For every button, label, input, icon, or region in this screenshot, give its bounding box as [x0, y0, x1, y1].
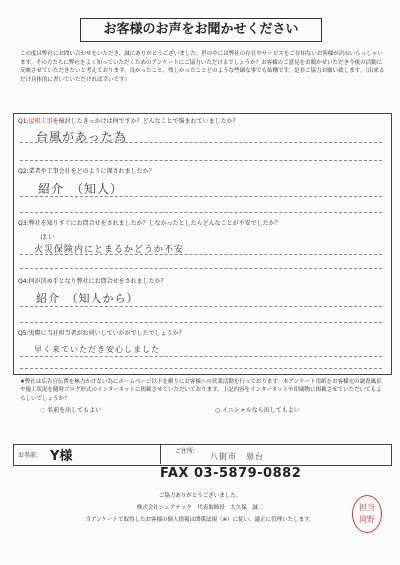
question-2	[18, 168, 155, 175]
page-title: お客様のお声をお聞かせください	[80, 18, 322, 42]
answer-line	[20, 306, 382, 307]
question-4-text: 何が決め手となり弊社にお問合せをされましたか？	[28, 278, 167, 285]
answer-line	[20, 160, 382, 161]
intro-text: この度は弊社にお問い合わせをいただき、誠にありがとうございました。世の中には弊社の存在やサービスをご存知ないお客様が沢山いらっしゃいます。その方たちに弊社をよく知っていただくためのアンケートにご協力いただけるでしょうか？お客様のご意見をお聞かせいただき今後の活動に反映させていただきたいと考えております。良かったこと、残しかったことどのような些細な事でも結構です。是非ご協力お願い致します。（出来るだけ具体的に書いていただければ幸いです）	[20, 51, 385, 83]
question-4	[18, 278, 167, 285]
answer-3: 火災保険内にとまるかどうか不安	[34, 245, 185, 255]
privacy-text: 当アンケートで取得したお客様の個人情報は関係法規（※）に従い、適正に管理いたします。	[85, 517, 315, 523]
option-initials-ok[interactable]	[215, 405, 300, 414]
question-1-num: Q1:	[18, 118, 29, 125]
publication-notice: ★弊社は広告宣伝費を極力かけない為にホームページ以下を頼りにお客様への営業活動を行っております。本アンケート用紙をお客様宅の調査風景や施工状況を随時ブログ形式のインターネットに掲載させていただいております。上記内容をインターネットや印刷物に掲載させていただいてもよろしいでしょうか？	[20, 379, 382, 402]
answer-4: 紹介 （知人から）	[36, 292, 139, 305]
question-3-num: Q3:	[18, 220, 29, 227]
answer-line	[20, 254, 382, 255]
question-2-num: Q2:	[18, 168, 29, 175]
fax-number: FAX 03-5879-0882	[160, 466, 302, 481]
answer-line	[20, 356, 382, 357]
answer-line	[20, 142, 382, 143]
option-name-ok[interactable]	[40, 405, 101, 414]
answer-line	[20, 368, 382, 369]
option-2-label: イニシャルなら出してもよい	[222, 407, 300, 414]
question-3-text: 弊社を知りすぐにお問合せをされましたか？しなかったとしたらどんなことが不安でしたか？	[28, 220, 281, 227]
answer-5: 早く来ていただき安心しました	[34, 345, 160, 354]
company-text: 株式会社シェアテック 代表取締役 大久保 誠二	[136, 505, 264, 511]
answer-line	[20, 268, 382, 269]
checkbox-mark-1: ○	[40, 407, 46, 414]
answer-line	[20, 322, 382, 323]
question-5-num: Q5:	[18, 330, 29, 337]
answer-2: 紹介 （知人）	[38, 182, 124, 196]
question-5-text: 実際に当社担当者がお伺いしていかがでしたでしょうか？	[28, 330, 185, 337]
divider	[160, 444, 161, 464]
checkbox-mark-2: ○	[215, 407, 221, 414]
question-2-text: 業者や工事会社をどのように探されましたか？	[28, 168, 155, 175]
address-value: 八街市 泉台	[210, 452, 264, 461]
staff-stamp: 担当 岡野	[352, 495, 382, 533]
answer-line	[20, 212, 382, 213]
question-1-keyword: 屋根工事	[28, 118, 53, 125]
address-label: ご住所:	[175, 448, 196, 455]
question-5	[18, 330, 185, 337]
option-1-label: 名前を出してもよい	[47, 407, 102, 414]
answer-1: 台風があった為	[36, 130, 127, 144]
question-1	[18, 118, 239, 125]
question-3	[18, 220, 281, 227]
thanks-text: ご協力ありがとうございました。	[158, 493, 242, 499]
name-label: お名前:	[18, 452, 39, 459]
question-1-text: を検討したきっかけは何ですか？どんなことで悩まれていましたか？	[52, 118, 239, 125]
name-value: Y様	[50, 449, 73, 464]
answer-3-small: はい	[40, 233, 56, 241]
answer-line	[20, 196, 382, 197]
question-4-num: Q4:	[18, 278, 29, 285]
